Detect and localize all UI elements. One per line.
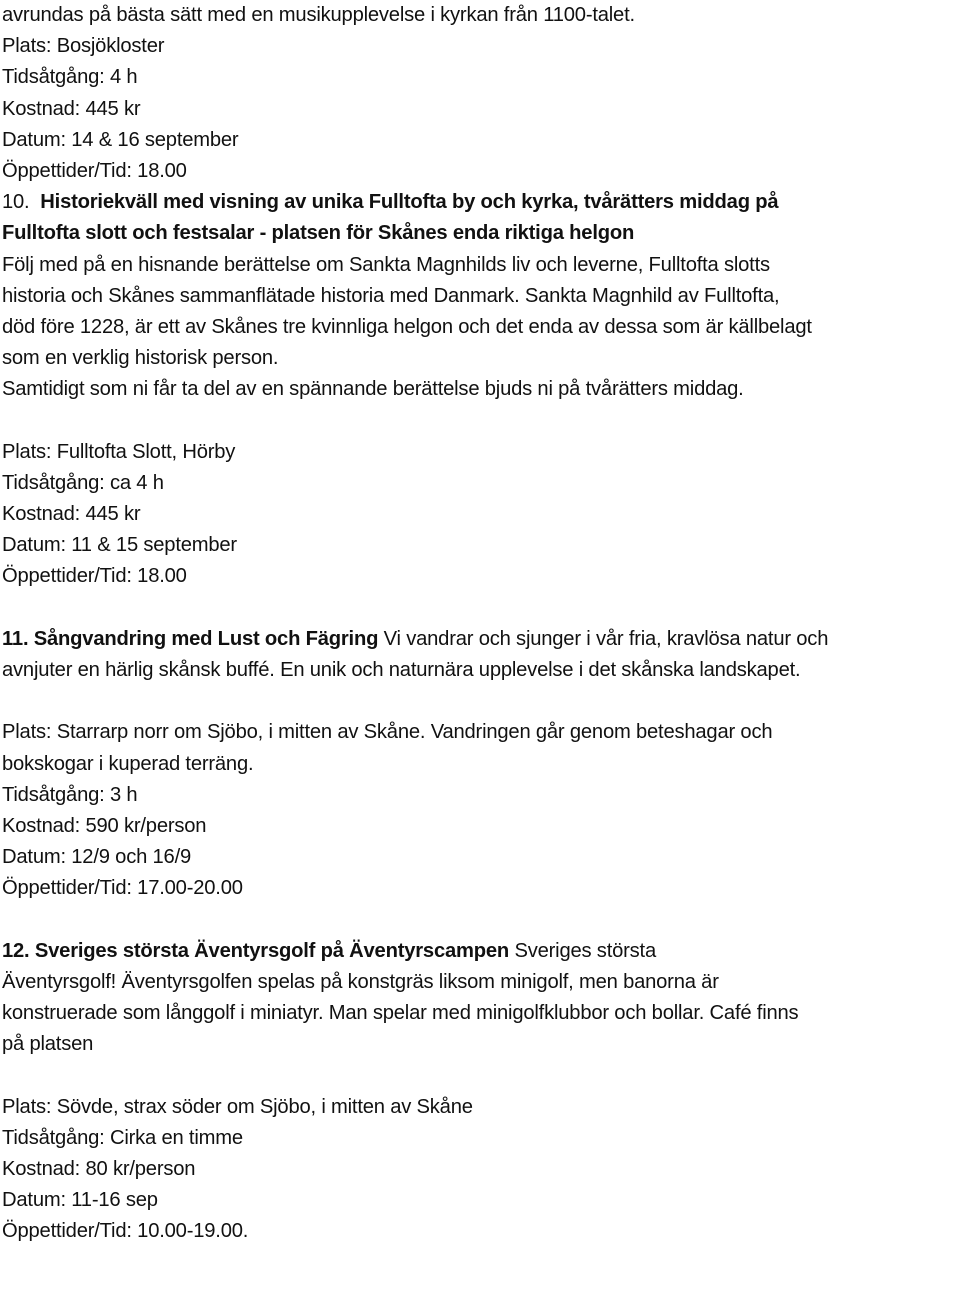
event10-title: Historiekväll med visning av unika Fulltofta by och kyrka, tvårätters middag på bbox=[40, 191, 779, 214]
event9-date: Datum: 14 & 16 september bbox=[2, 128, 239, 151]
intro-text: avrundas på bästa sätt med en musikupplevelse i kyrkan från 1100-talet. bbox=[2, 4, 635, 26]
event11-title: 11. Sångvandring med Lust och Fägring bbox=[2, 627, 379, 650]
event10-description-3: död före 1228, är ett av Skånes tre kvinnliga helgon och det enda av dessa som är källbelagt bbox=[2, 315, 812, 338]
event10-description-5: Samtidigt som ni får ta del av en spännande berättelse bjuds ni på tvårätters middag. bbox=[2, 378, 744, 401]
event10-description-4: som en verklig historisk person. bbox=[2, 347, 279, 370]
event10-title-line2-wrap bbox=[2, 218, 958, 249]
event9-cost: Kostnad: 445 kr bbox=[2, 97, 141, 120]
event12-time-needed: Tidsåtgång: Cirka en timme bbox=[2, 1126, 243, 1149]
event12-description-4: på platsen bbox=[2, 1033, 94, 1056]
event12-description-1: Sveriges största bbox=[509, 939, 656, 962]
event11-date: Datum: 12/9 och 16/9 bbox=[2, 846, 192, 869]
event12-title-line bbox=[2, 936, 958, 967]
spacer bbox=[2, 904, 958, 935]
event10-hours: Öppettider/Tid: 18.00 bbox=[2, 565, 187, 588]
event10-description-1: Följ med på en hisnande berättelse om Sankta Magnhilds liv och leverne, Fulltofta slotts bbox=[2, 253, 770, 276]
event11-title-line bbox=[2, 624, 958, 655]
event9-time-needed: Tidsåtgång: 4 h bbox=[2, 66, 138, 89]
event11-place-1: Plats: Starrarp norr om Sjöbo, i mitten av Skåne. Vandringen går genom beteshagar och bbox=[2, 721, 773, 744]
event10-place: Plats: Fulltofta Slott, Hörby bbox=[2, 440, 236, 463]
spacer bbox=[2, 686, 958, 717]
event12-place: Plats: Sövde, strax söder om Sjöbo, i mitten av Skåne bbox=[2, 1095, 473, 1118]
event11-description-1: Vi vandrar och sjunger i vår fria, kravlösa natur och bbox=[378, 627, 829, 650]
event10-cost: Kostnad: 445 kr bbox=[2, 503, 141, 525]
event11-cost: Kostnad: 590 kr/person bbox=[2, 814, 207, 837]
event11-place-2: bokskogar i kuperad terräng. bbox=[2, 752, 254, 775]
event10-number: 10. bbox=[2, 191, 30, 214]
event12-description-3: konstruerade som långgolf i miniatyr. Man spelar med minigolfklubbor och bollar. Café finns bbox=[2, 1002, 799, 1024]
document-page bbox=[2, 0, 958, 1248]
event9-hours: Öppettider/Tid: 18.00 bbox=[2, 159, 187, 182]
event12-title: 12. Sveriges största Äventyrsgolf på Äventyrscampen bbox=[2, 939, 510, 962]
event9-place: Plats: Bosjökloster bbox=[2, 35, 165, 58]
event10-description-2: historia och Skånes sammanflätade historia med Danmark. Sankta Magnhild av Fulltofta, bbox=[2, 284, 780, 307]
event10-time-needed: Tidsåtgång: ca 4 h bbox=[2, 471, 164, 494]
spacer bbox=[2, 593, 958, 624]
event11-time-needed: Tidsåtgång: 3 h bbox=[2, 783, 138, 806]
event10-title-line1 bbox=[2, 187, 958, 218]
event12-date: Datum: 11-16 sep bbox=[2, 1189, 158, 1212]
event10-date: Datum: 11 & 15 september bbox=[2, 534, 237, 557]
event12-cost: Kostnad: 80 kr/person bbox=[2, 1157, 196, 1180]
spacer bbox=[2, 405, 958, 436]
event11-description-2: avnjuter en härlig skånsk buffé. En unik och naturnära upplevelse i det skånska landskapet. bbox=[2, 658, 801, 681]
event12-hours: Öppettider/Tid: 10.00-19.00. bbox=[2, 1220, 249, 1243]
event11-hours: Öppettider/Tid: 17.00-20.00 bbox=[2, 877, 243, 900]
spacer bbox=[2, 1060, 958, 1091]
event10-title-line2: Fulltofta slott och festsalar - platsen för Skånes enda riktiga helgon bbox=[2, 222, 635, 245]
event12-description-2: Äventyrsgolf! Äventyrsgolfen spelas på konstgräs liksom minigolf, men banorna är bbox=[2, 970, 719, 993]
